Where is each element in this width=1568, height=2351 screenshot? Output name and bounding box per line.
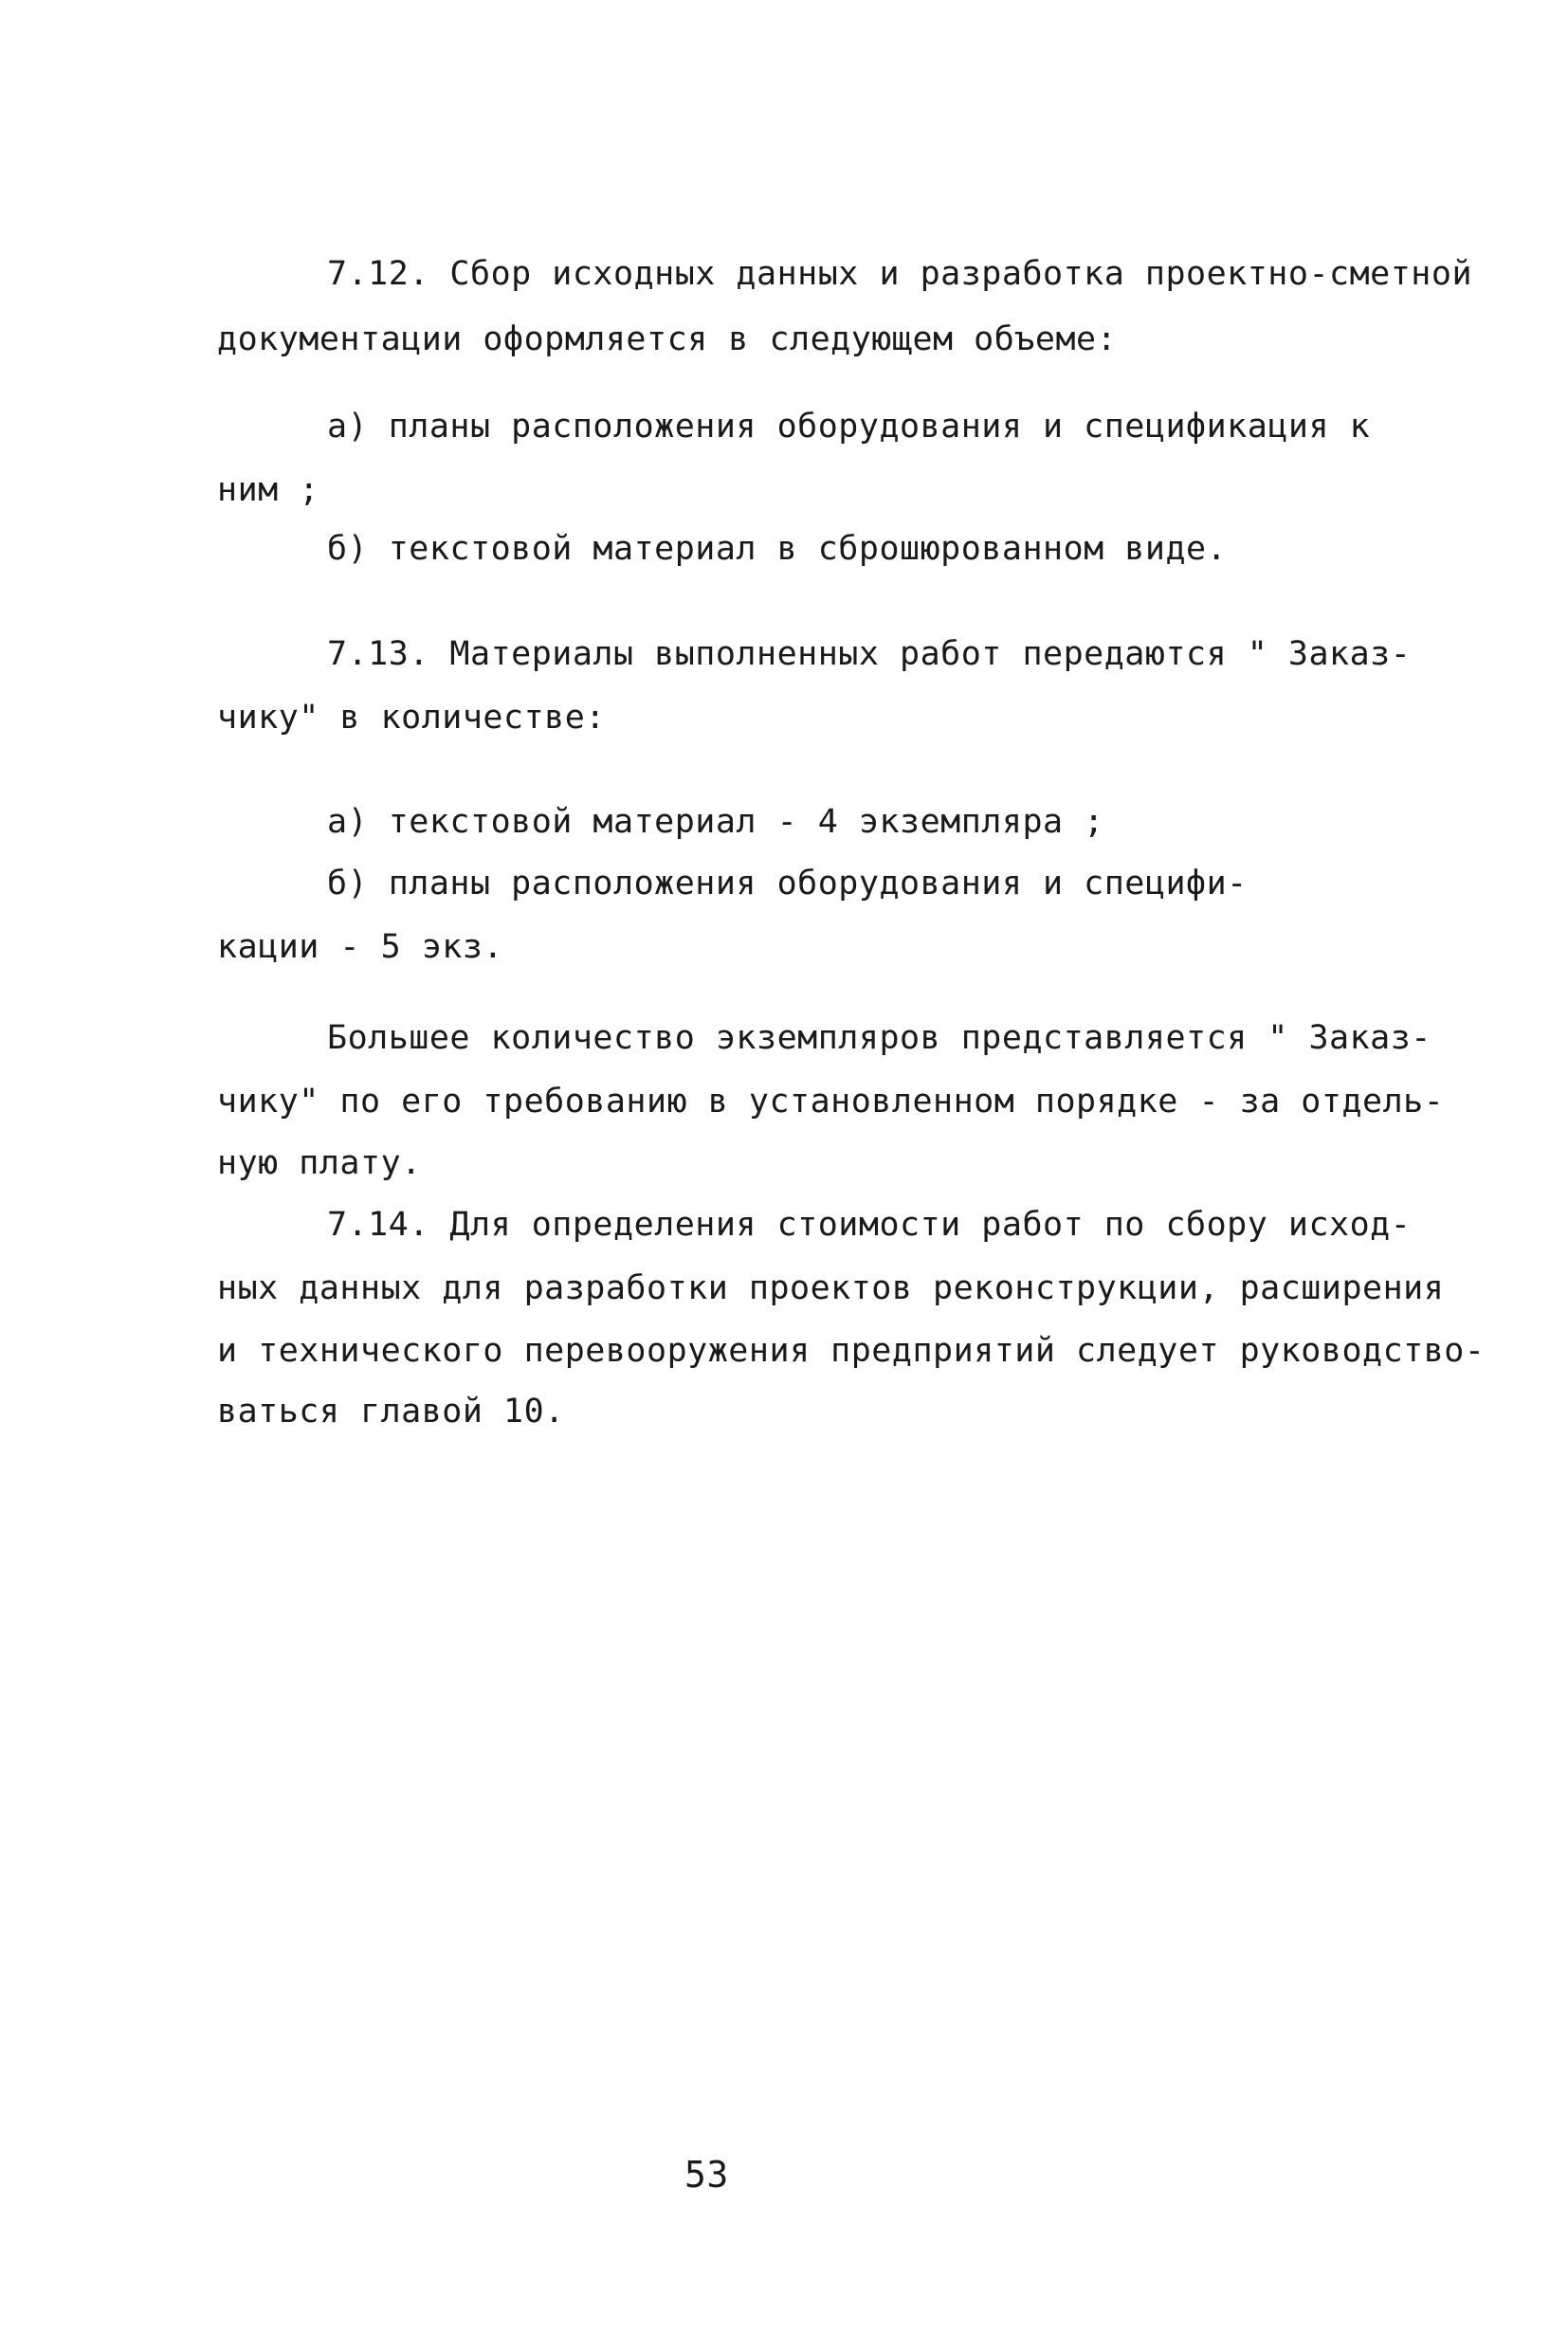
list-item-b2-line-1: б) планы расположения оборудования и специфи- — [327, 865, 1248, 902]
list-item-b2-line-2: кации - 5 экз. — [217, 928, 504, 966]
list-item-b-line-1: б) текстовой материал в сброшюрованном виде. — [327, 530, 1228, 568]
list-item-a-line-2: ним ; — [217, 471, 319, 509]
paragraph-more-copies-line-2: чику" по его требованию в установленном порядке - за отдель- — [217, 1083, 1445, 1121]
list-item-a2-line-1: а) текстовой материал - 4 экземпляра ; — [327, 803, 1104, 841]
paragraph-7-14-line-3: и технического перевооружения предприятий следует руководство- — [217, 1332, 1486, 1370]
paragraph-7-14-line-1: 7.14. Для определения стоимости работ по сбору исход- — [327, 1206, 1412, 1244]
paragraph-7-13-line-1: 7.13. Материалы выполненных работ передаются " Заказ- — [327, 635, 1412, 673]
paragraph-more-copies-line-1: Большее количество экземпляров представляется " Заказ- — [327, 1019, 1431, 1057]
paragraph-7-12-line-1: 7.12. Сбор исходных данных и разработка проектно-сметной — [327, 255, 1473, 293]
paragraph-7-14-line-2: ных данных для разработки проектов реконструкции, расширения — [217, 1269, 1445, 1307]
paragraph-7-13-line-2: чику" в количестве: — [217, 699, 606, 737]
list-item-a-line-1: а) планы расположения оборудования и спецификация к — [327, 408, 1371, 446]
paragraph-7-12-line-2: документации оформляется в следующем объеме: — [217, 320, 1118, 358]
paragraph-7-14-line-4: ваться главой 10. — [217, 1393, 565, 1431]
page-number: 53 — [684, 2154, 729, 2196]
paragraph-more-copies-line-3: ную плату. — [217, 1144, 422, 1182]
